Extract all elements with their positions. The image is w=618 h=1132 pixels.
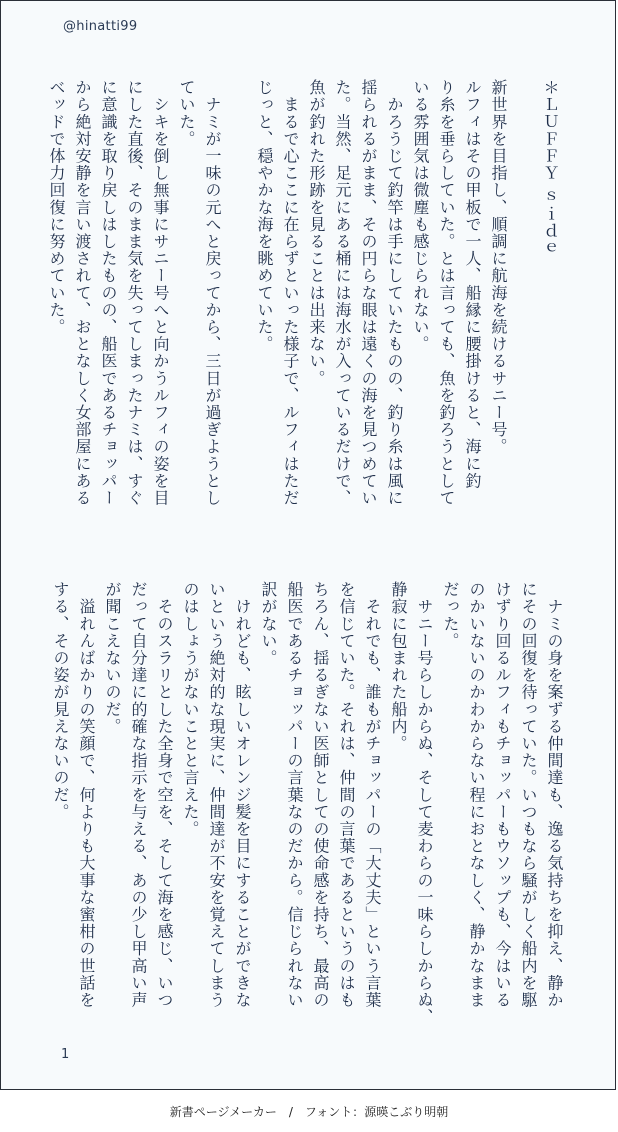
story-text-upper-block: ＊ＬＵＦＦＹ ｓｉｄｅ 新世界を目指し、順調に航海を続けるサニー号。 ルフィはその甲板で一人、船縁に腰掛けると、海に釣 り糸を垂らしていた。とは言っても、魚を釣ろうとして いる雰囲気は微塵も感じられない。 かろうじて釣竿は手にしていたものの、釣り糸は風に 揺られるがまま、その円らな眼は遠くの海を見つめてい た。当然、足元にある桶には海水が入っているだけで、 魚が釣れた形跡を見ることは出来ない。 まるで心ここに在らずといった様子で、ルフィはただ じっと、穏やかな海を眺めていた。 ナミが一味の元へと戻ってから、三日が過ぎようとし ていた。 シキを倒し無事にサニー号へと向かうルフィの姿を目 にした直後、そのまま気を失ってしまったナミは、すぐ に意識を取り戻しはしたものの、船医であるチョッパー から絶対安静を言い渡されて、おとなしく女部屋にある ベッドで体力回復に努めていた。 bbox=[47, 79, 560, 507]
story-text-lower-block: ナミの身を案ずる仲間達も、逸る気持ちを抑え、静か にその回復を待っていた。いつもなら騒がしく船内を駆 けずり回るルフィもチョッパーもウソップも、今はいる のかいないのかわからない程におとなしく、静かなまま だった。 サニー号らしからぬ、そして麦わらの一味らしからぬ、 静寂に包まれた船内。 それでも、誰もがチョッパーの「大丈夫」という言葉 を信じていた。それは、仲間の言葉であるというのはも ちろん、揺るぎない医師としての使命感を持ち、最高の 船医であるチョッパーの言葉なのだから。信じられない 訳がない。 けれども、眩しいオレンジ髪を目にすることができな いという絶対的な現実に、仲間達が不安を覚えてしまう のはしょうがないことと言えた。 そのスラリとした全身で空を、そして海を感じ、いつ だって自分達に的確な指示を与える、あの少し甲高い声 が聞こえないのだ。 溢れんばかりの笑顔で、何よりも大事な蜜柑の世話を する、その姿が見えないのだ。 bbox=[51, 581, 564, 1026]
author-handle: @hinatti99 bbox=[63, 19, 138, 34]
generator-credit: 新書ページメーカー / フォント：源暎こぶり明朝 bbox=[169, 1104, 449, 1119]
page-number: 1 bbox=[61, 1047, 70, 1062]
